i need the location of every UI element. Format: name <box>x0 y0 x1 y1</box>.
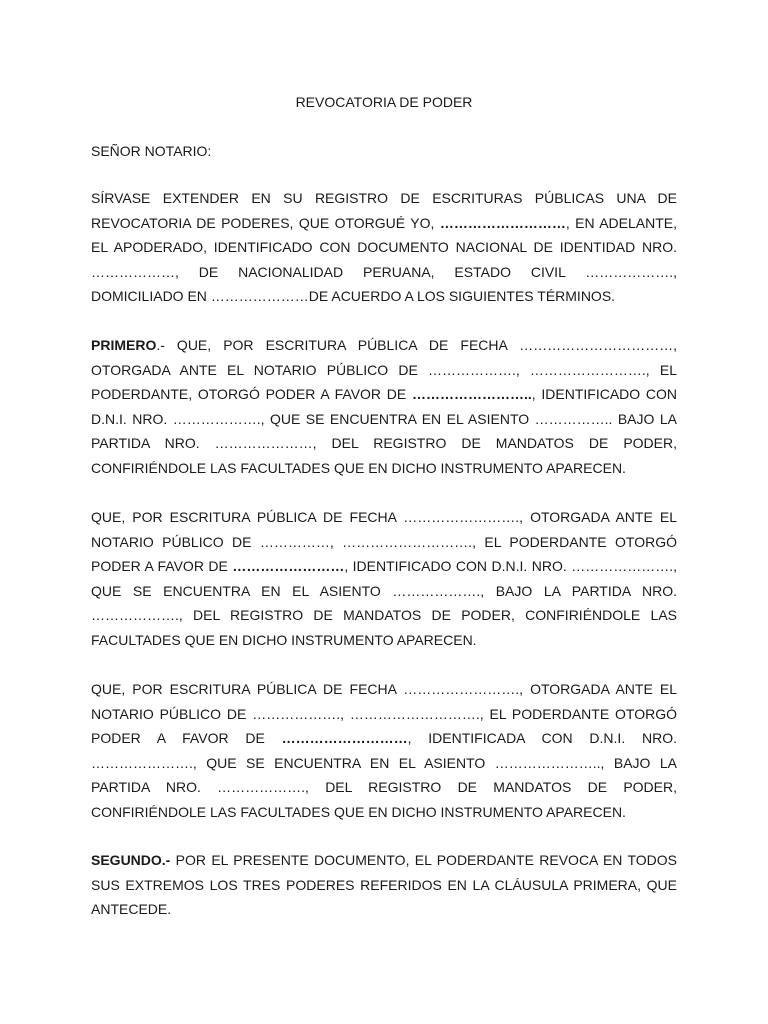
clause-third-text-1: QUE, POR ESCRITURA PÚBLICA DE FECHA ……………………., OTORGADA ANTE EL NOTARIO PÚBLICO DE ………………., ………………………., EL PODERDANTE OTORGÓ PODER A FAVOR DE <box>91 681 677 746</box>
clause-segundo-text: POR EL PRESENTE DOCUMENTO, EL PODERDANTE REVOCA EN TODOS SUS EXTREMOS LOS TRES PODERES REFERIDOS EN LA CLÁUSULA PRIMERA, QUE ANTECEDE. <box>91 852 677 917</box>
clause-second-power <box>91 505 677 652</box>
clause-second-text-2: , IDENTIFICADO CON D.N.I. NRO. …………………., QUE SE ENCUENTRA EN EL ASIENTO ………………., BAJO LA PARTIDA NRO. ………………., DEL REGISTRO DE MANDATOS DE PODER, CONFIRIÉNDOLE LAS FACULTADES QUE EN DICHO INSTRUMENTO APARECEN. <box>91 558 677 648</box>
intro-text-2: , EN ADELANTE, EL APODERADO, IDENTIFICADO CON DOCUMENTO NACIONAL DE IDENTIDAD NRO. ………………, DE NACIONALIDAD PERUANA, ESTADO CIVIL ………………., DOMICILIADO EN …………………DE ACUERDO A LOS SIGUIENTES TÉRMINOS. <box>91 214 677 304</box>
intro-paragraph <box>91 186 677 309</box>
intro-text-1: SÍRVASE EXTENDER EN SU REGISTRO DE ESCRITURAS PÚBLICAS UNA DE REVOCATORIA DE PODERES, QUE OTORGUÉ YO, <box>91 190 677 231</box>
clause-second-name-blank: …………………… <box>232 558 345 574</box>
clause-primero-name-blank: …………………….. <box>411 386 532 402</box>
clause-third-power <box>91 677 677 824</box>
clause-segundo-heading: SEGUNDO.- <box>91 852 171 868</box>
clause-primero-text-2: , IDENTIFICADO CON D.N.I. NRO. ………………., QUE SE ENCUENTRA EN EL ASIENTO …………….. BAJO LA PARTIDA NRO. …………………, DEL REGISTRO DE MANDATOS DE PODER, CONFIRIÉNDOLE LAS FACULTADES QUE EN DICHO INSTRUMENTO APARECEN. <box>91 386 678 476</box>
clause-third-text-2: , IDENTIFICADA CON D.N.I. NRO. …………………., QUE SE ENCUENTRA EN EL ASIENTO ………………….., BAJO LA PARTIDA NRO. ………………., DEL REGISTRO DE MANDATOS DE PODER, CONFIRIÉNDOLE LAS FACULTADES QUE EN DICHO INSTRUMENTO APARECEN. <box>91 730 677 820</box>
clause-primero <box>91 333 677 480</box>
clause-third-name-blank: ……………………… <box>281 730 408 746</box>
salutation: SEÑOR NOTARIO: <box>91 143 212 159</box>
clause-primero-heading: PRIMERO <box>91 337 157 353</box>
clause-second-text-1: QUE, POR ESCRITURA PÚBLICA DE FECHA ……………………., OTORGADA ANTE EL NOTARIO PÚBLICO DE ……………, ………………………., EL PODERDANTE OTORGÓ PODER A FAVOR DE <box>91 509 677 574</box>
clause-segundo <box>91 848 677 922</box>
clause-primero-text-1: .- QUE, POR ESCRITURA PÚBLICA DE FECHA ……………………………, OTORGADA ANTE EL NOTARIO PÚBLICO DE ………………., ……………………., EL PODERDANTE, OTORGÓ PODER A FAVOR DE <box>91 337 677 402</box>
document-title: REVOCATORIA DE PODER <box>295 94 473 110</box>
intro-name-blank: ……………………… <box>439 214 566 231</box>
